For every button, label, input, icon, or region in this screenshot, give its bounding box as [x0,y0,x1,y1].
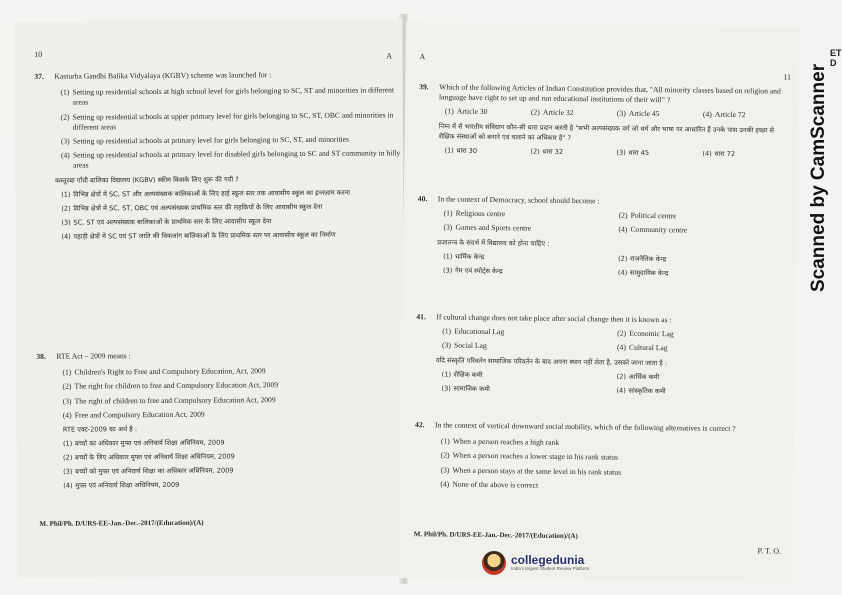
logo-name: collegedunia [511,553,585,567]
options-grid-hindi [441,369,785,397]
option: (1) Article 30 [444,106,488,117]
question-37 [34,69,405,241]
option-hindi: (2) राजनैतिक केन्द्र [618,254,667,263]
question-41 [415,312,786,397]
option: (2) Setting up residential schools at upper primary level for girls belonging to SC, ST, OBC and minorities in different areas [60,109,394,132]
option-hindi: (2) विभिन्न क्षेत्रों में SC, ST, OBC एवं अल्पसंख्यक प्राथमिक स्तर की लड़कियों के लिए आवासीय स्कूल देना [61,202,323,213]
option: (1) Children's Right to Free and Compulsory Education, Act, 2009 [62,366,266,377]
option: (3) When a person stays at the same level in his rank status [440,465,622,477]
option-hindi: (4) धारा 72 [702,149,736,158]
question-text: RTE Act – 2009 means : [56,351,131,361]
option: (3) Social Lag [441,340,487,351]
left-page [14,19,406,578]
option: (4) Free and Compulsory Education Act, 2009 [62,409,205,420]
option: (4) None of the above is correct [440,479,539,490]
page-number: 10 [34,49,43,59]
options-row [445,107,789,121]
question-number: 42. [415,420,425,430]
options-row-hindi [444,145,788,159]
option-hindi: (4) पहाड़ी क्षेत्रों में SC एवं ST जाति की विकलांग बालिकाओं के लिए प्राथमिक स्तर पर आवासीय स्कूल का निर्माण [61,230,336,241]
question-number: 40. [417,194,428,204]
option: (4) Setting up residential schools at primary level for disabled girls belonging to SC and ST community in hilly areas [60,148,401,171]
question-text: If cultural change does not take place after social change then it is known as : [436,312,672,325]
option-hindi: (4) सांस्कृतिक कमी [616,386,666,395]
question-text-hindi: RTE एक्ट-2009 का अर्थ है : [62,425,138,434]
option-hindi: (3) सामाजिक कमी [441,384,490,393]
question-number: 41. [416,312,426,322]
option-hindi: (3) बच्चों को मुफ्त एवं अनिवार्य शिक्षा का अधिकार अधिनियम, 2009 [63,466,234,476]
logo-tagline: India's largest Student Review Platform [511,566,590,571]
page-header-letter: A [419,52,426,62]
question-number: 38. [36,351,46,361]
page-footer: M. Phil/Ph. D/URS-EE-Jan.-Dec.-2017/(Education)/(A) [413,530,578,541]
option: (4) Cultural Lag [616,343,668,353]
option-hindi: (2) धारा 32 [530,147,564,156]
camscanner-watermark: Scanned by CamScanner [808,63,829,292]
option: (3) The right of children to free and Compulsory Education Act, 2009 [62,394,276,406]
option-hindi: (1) धार्मिक केन्द्र [443,252,485,261]
page-header-letter: A [386,51,393,61]
option: (1) Setting up residential schools at high school level for girls belonging to SC, ST and minorities in different areas [60,85,395,107]
question-text: In the context of vertical downward social mobility, which of the following alternatives is correct ? [435,420,736,434]
page-number: 11 [783,72,792,82]
question-39 [418,82,789,159]
option-hindi: (4) मुफ्त एवं अनिवार्य शिक्षा अधिनियम, 2009 [63,480,180,490]
option-hindi: (3) धारा 45 [616,148,650,157]
option: (4) Community centre [618,225,688,235]
question-number: 39. [419,82,429,92]
question-40 [417,194,788,279]
option: (3) Games and Sports centre [443,222,532,233]
option: (1) Religious centre [443,208,506,219]
question-text: In the context of Democracy, school should become : [437,194,600,206]
options-grid [443,209,787,238]
option: (1) Educational Lag [442,326,505,337]
option: (4) Article 72 [702,110,746,120]
collegedunia-mascot-icon [482,551,506,575]
options-grid [442,327,786,356]
option-hindi: (4) सामुदायिक केन्द्र [617,268,669,277]
option-hindi: (2) बच्चों के लिए अधिकार मुफ्त एवं अनिवार्य शिक्षा अधिनियम, 2009 [63,452,235,462]
page-footer: M. Phil/Ph. D/URS-EE-Jan.-Dec.-2017/(Education)/(A) [39,518,204,528]
question-text: Kasturba Gandhi Balika Vidyalaya (KGBV) scheme was launched for : [54,70,272,81]
collegedunia-logo [482,548,589,578]
option-hindi: (3) गेम एवं स्पोर्ट्स केन्द्र [442,266,503,275]
option-hindi: (1) विभिन्न क्षेत्रों में SC, ST और अल्पसंख्यक बालिकाओं के लिए हाई स्कूल स्तर तक आवासीय स्कूल का इन्तज़ाम करना [61,188,350,199]
options-grid-hindi [443,251,787,279]
edge-text: ET D [830,48,842,68]
option-hindi: (2) आर्थिक कमी [616,372,660,381]
option: (2) Article 32 [530,107,574,118]
option: (2) When a person reaches a lower stage in his rank status [440,450,619,463]
option: (2) Economic Lag [617,328,674,339]
question-38 [36,349,406,491]
question-number: 37. [34,71,44,81]
option: (3) Setting up residential schools at primary level for girls belonging to SC, ST, and minorities [60,134,350,146]
option-hindi: (3) SC, ST एवं अल्पसंख्यक बालिकाओं के प्राथमिक स्तर के लिए आवासीय स्कूल देना [61,216,272,227]
question-text-hindi: यदि संस्कृति परिवर्तन सामाजिक परिवर्तन के बाद अपना स्थान नहीं लेता है, उसको जाना जाता है : [435,355,668,367]
question-text-hindi: निम्न में से भारतीय संविधान कौन-सी धारा प्रदान करती है "सभी अल्पसंख्यक वर्ग जो धर्म और भाषा पर आधारित हैं उनके पास उनकी इच्छा से शैक्षिक संस्थाओं को बनाने एवं चलाने का अधिकार है" ? [438,122,775,142]
question-text-hindi: प्रजातन्त्र के संदर्भ में विद्यालय को होना चाहिए : [437,238,550,248]
option-hindi: (1) बच्चों का अधिकार मुफ्त एवं अनिवार्य शिक्षा अधिनियम, 2009 [62,438,225,448]
pto-label: P. T. O. [757,546,782,556]
option: (1) When a person reaches a high rank [440,436,560,448]
option-hindi: (1) शैक्षिक कमी [441,370,483,379]
right-page [399,22,799,583]
question-text: Which of the following Articles of Indian Constitution provides that, "All minority classes based on religion and language have right to set up and run educational institutions of their will" ? [439,82,781,105]
option: (3) Article 45 [616,108,660,119]
question-42 [414,420,785,494]
option-hindi: (1) धारा 30 [444,146,478,155]
question-text-hindi: कस्तूरबा गाँधी बालिका विद्यालय (KGBV) स्कीम किसके लिए शुरू की गयी ? [55,175,239,185]
option: (2) The right for children to free and Compulsory Education Act, 2009 [62,380,279,392]
option: (2) Political centre [618,210,677,221]
